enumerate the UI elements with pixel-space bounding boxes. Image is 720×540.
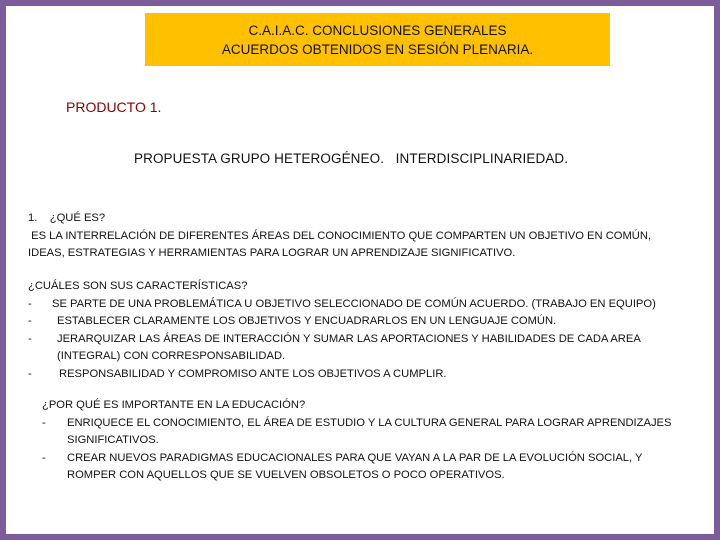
list-item-text-continued: SIGNIFICATIVOS.: [67, 434, 159, 446]
propuesta-heading: PROPUESTA GRUPO HETEROGÉNEO. INTERDISCIPLINARIEDAD.: [134, 151, 569, 166]
list-item-text: RESPONSABILIDAD Y COMPROMISO ANTE LOS OBJETIVOS A CUMPLIR.: [59, 367, 447, 380]
bullet-dash: -: [28, 315, 32, 327]
list-item-text-continued: ROMPER CON AQUELLOS QUE SE VUELVEN OBSOLETOS O POCO OPERATIVOS.: [67, 469, 505, 481]
slide: [6, 6, 714, 534]
producto-label: PRODUCTO 1.: [66, 99, 162, 115]
bullet-dash: -: [42, 451, 46, 464]
list-item: [42, 415, 702, 450]
section-heading: ¿CUÁLES SON SUS CARACTERÍSTICAS?: [28, 280, 248, 292]
list-item-text: ESTABLECER CLARAMENTE LOS OBJETIVOS Y ENCUADRARLOS EN UN LENGUAJE COMÚN.: [57, 315, 557, 327]
list-item: [28, 313, 708, 331]
list-item: [42, 450, 702, 485]
title-line-1: C.A.I.A.C. CONCLUSIONES GENERALES: [248, 23, 507, 38]
section-heading: 1. ¿QUÉ ES?: [28, 212, 106, 224]
list-item: [28, 331, 708, 366]
paragraph-line: IDEAS, ESTRATEGIAS Y HERRAMIENTAS PARA LOGRAR UN APRENDIZAJE SIGNIFICATIVO.: [28, 247, 516, 259]
title-line-2: ACUERDOS OBTENIDOS EN SESIÓN PLENARIA.: [221, 42, 534, 57]
list-item: [28, 296, 708, 314]
list-item-text: JERARQUIZAR LAS ÁREAS DE INTERACCIÓN Y SUMAR LAS APORTACIONES Y HABILIDADES DE CADA AREA: [57, 332, 641, 345]
paragraph-line: ES LA INTERRELACIÓN DE DIFERENTES ÁREAS DEL CONOCIMIENTO QUE COMPARTEN UN OBJETIVO EN COMÚN,: [28, 229, 652, 242]
bullet-dash: -: [28, 367, 32, 380]
list-item-text-continued: (INTEGRAL) CON CORRESPONSABILIDAD.: [57, 350, 286, 362]
list-item-text: CREAR NUEVOS PARADIGMAS EDUCACIONALES PARA QUE VAYAN A LA PAR DE LA EVOLUCIÓN SOCIAL, Y: [67, 451, 643, 464]
section-caracteristicas: [28, 278, 708, 383]
title-box: [145, 13, 610, 66]
bullet-dash: -: [42, 416, 46, 429]
bullet-dash: -: [28, 297, 32, 310]
list-item-text: ENRIQUECE EL CONOCIMIENTO, EL ÁREA DE ESTUDIO Y LA CULTURA GENERAL PARA LOGRAR APRENDIZAJES: [67, 416, 672, 429]
section-heading: ¿POR QUÉ ES IMPORTANTE EN LA EDUCACIÓN?: [42, 399, 306, 411]
list-item-text: SE PARTE DE UNA PROBLEMÁTICA U OBJETIVO SELECCIONADO DE COMÚN ACUERDO. (TRABAJO EN EQUIPO): [52, 297, 656, 310]
bullet-dash: -: [28, 332, 32, 345]
section-importancia: [42, 397, 702, 485]
section-que-es: [28, 210, 708, 263]
list-item: [28, 366, 708, 384]
